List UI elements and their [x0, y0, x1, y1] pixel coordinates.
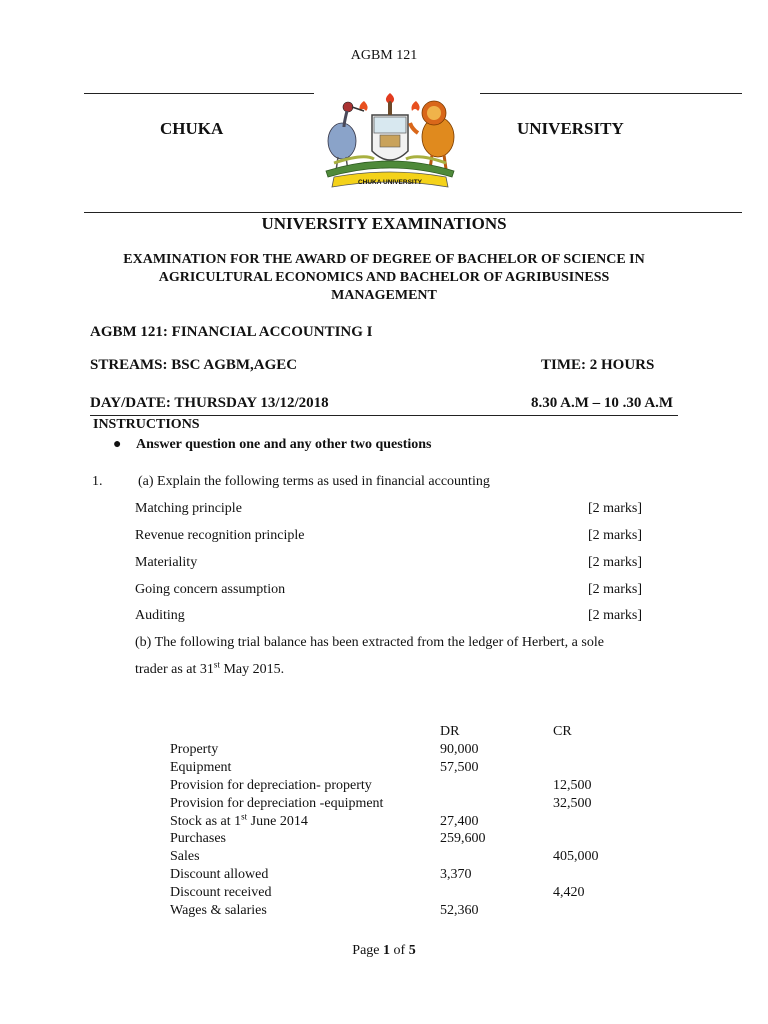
term-label: Materiality	[135, 555, 198, 570]
award-line-2: AGRICULTURAL ECONOMICS AND BACHELOR OF AGRIBUSINESS	[158, 270, 610, 285]
term-marks: [2 marks]	[588, 555, 643, 570]
tb-cr-value: 12,500	[553, 778, 592, 793]
header-rule-right	[480, 93, 742, 94]
term-label: Revenue recognition principle	[135, 528, 305, 543]
bullet-icon: ●	[113, 437, 122, 452]
tb-item: Property	[170, 742, 219, 757]
tb-dr-value: 27,400	[440, 814, 479, 829]
header-rule-left	[84, 93, 314, 94]
question-part-b-continued: trader as at 31st May 2015.	[135, 659, 285, 677]
streams: STREAMS: BSC AGBM,AGEC	[90, 357, 298, 373]
question-part-a: (a) Explain the following terms as used in financial accounting	[138, 474, 490, 489]
university-crest-logo	[314, 93, 466, 191]
tb-dr-value: 57,500	[440, 760, 479, 775]
exam-duration: TIME: 2 HOURS	[541, 357, 655, 373]
tb-cr-value: 32,500	[553, 796, 592, 811]
tb-item: Discount received	[170, 885, 272, 900]
tb-item: Sales	[170, 849, 200, 864]
course-code-header: AGBM 121	[350, 48, 418, 63]
tb-item: Wages & salaries	[170, 903, 267, 918]
dr-column-header: DR	[440, 724, 460, 739]
header-bottom-rule	[84, 212, 742, 213]
term-marks: [2 marks]	[588, 582, 643, 597]
question-number: 1.	[92, 474, 103, 489]
session-time: 8.30 A.M – 10 .30 A.M	[531, 395, 674, 411]
tb-dr-value: 259,600	[440, 831, 486, 846]
tb-item: Equipment	[170, 760, 232, 775]
university-name-right: UNIVERSITY	[517, 119, 624, 138]
instruction-item: Answer question one and any other two questions	[136, 437, 432, 452]
term-marks: [2 marks]	[588, 501, 643, 516]
day-date: DAY/DATE: THURSDAY 13/12/2018	[90, 395, 329, 411]
tb-dr-value: 52,360	[440, 903, 479, 918]
page-number: Page 1 of 5	[352, 943, 416, 958]
tb-item: Provision for depreciation- property	[170, 778, 372, 793]
tb-dr-value: 90,000	[440, 742, 479, 757]
tb-item: Discount allowed	[170, 867, 269, 882]
question-part-b: (b) The following trial balance has been extracted from the ledger of Herbert, a sole	[135, 635, 604, 650]
term-label: Going concern assumption	[135, 582, 286, 597]
course-title: AGBM 121: FINANCIAL ACCOUNTING I	[90, 324, 373, 340]
award-line-3: MANAGEMENT	[331, 288, 437, 303]
term-marks: [2 marks]	[588, 528, 643, 543]
instructions-rule	[90, 415, 678, 416]
tb-item: Stock as at 1st June 2014	[170, 811, 308, 829]
tb-cr-value: 405,000	[553, 849, 599, 864]
tb-item: Purchases	[170, 831, 226, 846]
university-name-left: CHUKA	[160, 119, 224, 138]
tb-cr-value: 4,420	[553, 885, 585, 900]
tb-dr-value: 3,370	[440, 867, 472, 882]
exam-heading: UNIVERSITY EXAMINATIONS	[261, 214, 507, 233]
logo-banner-text: CHUKA UNIVERSITY	[357, 179, 423, 186]
award-line-1: EXAMINATION FOR THE AWARD OF DEGREE OF BACHELOR OF SCIENCE IN	[123, 252, 645, 267]
term-marks: [2 marks]	[588, 608, 643, 623]
term-label: Auditing	[135, 608, 185, 623]
instructions-title: INSTRUCTIONS	[93, 417, 200, 432]
term-label: Matching principle	[135, 501, 242, 516]
cr-column-header: CR	[553, 724, 572, 739]
tb-item: Provision for depreciation -equipment	[170, 796, 384, 811]
